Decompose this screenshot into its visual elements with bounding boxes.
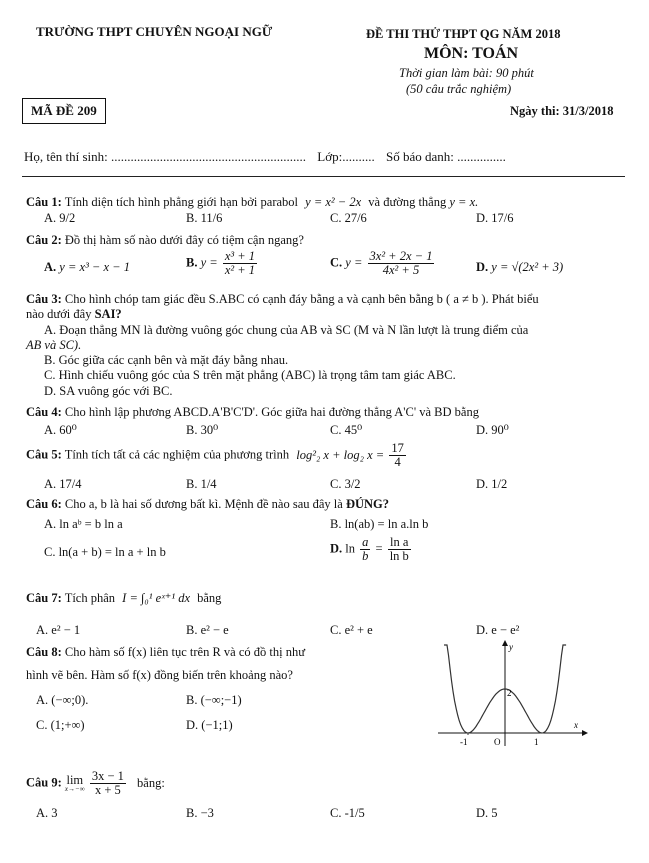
q8-option-a[interactable]: A. (−∞;0). [36,693,89,707]
name-label: Họ, tên thí sinh: [24,149,108,164]
fraction: $\frac{\text{3x² + 2x − 1}}{\text{4x² + 5}}$ [369,249,433,278]
q8-option-b[interactable]: B. (−∞;−1) [186,693,242,707]
fraction: $\frac{3x - 1}{x + 5}$ [91,769,124,798]
q9-option-a[interactable]: A. 3 [36,806,58,820]
q1-option-c[interactable]: C. 27/6 [330,211,367,225]
name-field[interactable]: ............................................................ [111,149,307,164]
question-8: Câu 8: Cho hàm số f(x) liên tục trên R và có đồ thị như [26,645,305,659]
question-3-line-2: nào dưới đây SAI? [26,307,122,321]
tick-label-2: 2 [507,688,512,698]
limit: lim x→−∞ [64,772,85,794]
q5-option-a[interactable]: A. 17/4 [44,477,82,491]
q4-option-d[interactable]: D. 90⁰ [476,423,509,437]
question-count: (50 câu trắc nghiệm) [406,82,512,96]
id-label: Số báo danh: [385,149,454,164]
q6-option-a[interactable]: A. ln aᵇ = b ln a [44,517,123,531]
question-6: Câu 6: Cho a, b là hai số dương bất kì. Mệnh đề nào sau đây là ĐÚNG? [26,497,390,511]
tick-label-neg1: -1 [460,737,468,747]
student-line [24,149,506,165]
question-9: Câu 9: lim x→−∞ $\frac{3x - 1}{x + 5}$ bằng: [26,769,165,798]
exam-time: Thời gian làm bài: 90 phút [399,66,534,80]
question-4: Câu 4: Cho hình lập phương ABCD.A'B'C'D'. Góc giữa hai đường thẳng A'C' và BD bằng [26,405,479,419]
axis-x-label: x [574,720,578,730]
exam-code: MÃ ĐỀ 209 [22,98,106,124]
q1-option-b[interactable]: B. 11/6 [186,211,223,225]
question-5: Câu 5: Tính tích tất cả các nghiệm của phương trình log²₂ x + log₂ x = $\frac{17}{4}$ [26,441,404,470]
fraction: $\frac{\text{x³ + 1}}{\text{x² + 1}}$ [224,249,256,278]
q3-option-a-cont: AB và SC). [26,338,82,352]
axis-y-label: y [509,642,513,652]
divider [22,176,625,177]
q8-option-d[interactable]: D. (−1;1) [186,718,233,732]
class-field[interactable]: .......... [342,149,375,164]
fraction: $\frac{17}{4}$ [391,441,404,470]
function-graph [410,638,595,753]
x-axis-arrow [582,730,588,736]
tick-label-1: 1 [534,737,539,747]
q2-option-b[interactable]: B. y = $\frac{\text{x³ + 1}}{\text{x² + 1}}$ [186,249,256,278]
question-1: Câu 1: Tính diện tích hình phẳng giới hạn bởi parabol y = x² − 2x và đường thẳng y = x. [26,195,479,209]
q5-option-d[interactable]: D. 1/2 [476,477,508,491]
q7-option-a[interactable]: A. e² − 1 [36,623,81,637]
exam-date: Ngày thi: 31/3/2018 [510,104,614,118]
q4-option-b[interactable]: B. 30⁰ [186,423,219,437]
q2-option-c[interactable]: C. y = $\frac{\text{3x² + 2x − 1}}{\text{4x² + 5}}$ [330,249,433,278]
q7-option-d[interactable]: D. e − e² [476,623,520,637]
class-label: Lớp: [317,149,343,164]
q1-option-d[interactable]: D. 17/6 [476,211,514,225]
q3-option-c[interactable]: C. Hình chiếu vuông góc của S trên mặt phẳng (ABC) là trọng tâm tam giác ABC. [44,368,456,382]
exam-title: ĐỀ THI THỬ THPT QG NĂM 2018 [366,27,561,41]
q6-option-b[interactable]: B. ln(ab) = ln a.ln b [330,517,429,531]
q6-option-d[interactable]: D. ln $\frac{a}{b}$ = $\frac{\text{ln a}}{\text{ln b}}$ [330,535,409,564]
q2-option-d[interactable]: D. y = √(2x² + 3) [476,260,564,274]
q7-option-b[interactable]: B. e² − e [186,623,229,637]
q9-option-c[interactable]: C. -1/5 [330,806,365,820]
fraction: $\frac{\text{ln a}}{\text{ln b}}$ [389,535,409,564]
question-3: Câu 3: Cho hình chóp tam giác đều S.ABC có cạnh đáy bằng a và cạnh bên bằng b ( a ≠ b ). Phát biểu [26,292,539,306]
q7-option-c[interactable]: C. e² + e [330,623,373,637]
school-name: TRƯỜNG THPT CHUYÊN NGOẠI NGỮ [36,24,273,39]
subject: MÔN: TOÁN [424,45,519,62]
question-2: Câu 2: Đồ thị hàm số nào dưới đây có tiệm cận ngang? [26,233,304,247]
id-field[interactable]: ............... [457,149,506,164]
q5-option-c[interactable]: C. 3/2 [330,477,361,491]
origin-label: O [494,737,501,747]
q4-option-c[interactable]: C. 45⁰ [330,423,363,437]
q9-option-b[interactable]: B. −3 [186,806,214,820]
q3-option-b[interactable]: B. Góc giữa các cạnh bên và mặt đáy bằng nhau. [44,353,289,367]
q2-option-a[interactable]: A. y = x³ − x − 1 [44,260,130,274]
q9-option-d[interactable]: D. 5 [476,806,498,820]
y-axis-arrow [502,640,508,646]
question-8-line-2: hình vẽ bên. Hàm số f(x) đồng biến trên khoảng nào? [26,668,293,682]
question-7: Câu 7: Tích phân I = ∫₀¹ eˣ⁺¹ dx bằng [26,591,222,605]
q6-option-c[interactable]: C. ln(a + b) = ln a + ln b [44,545,166,559]
q5-option-b[interactable]: B. 1/4 [186,477,217,491]
q8-option-c[interactable]: C. (1;+∞) [36,718,85,732]
q1-option-a[interactable]: A. 9/2 [44,211,76,225]
q3-option-d[interactable]: D. SA vuông góc với BC. [44,384,173,398]
q3-option-a[interactable]: A. Đoạn thẳng MN là đường vuông góc chung của AB và SC (M và N lần lượt là trung điểm của [44,323,529,337]
q4-option-a[interactable]: A. 60⁰ [44,423,77,437]
fraction: $\frac{a}{b}$ [362,535,369,564]
